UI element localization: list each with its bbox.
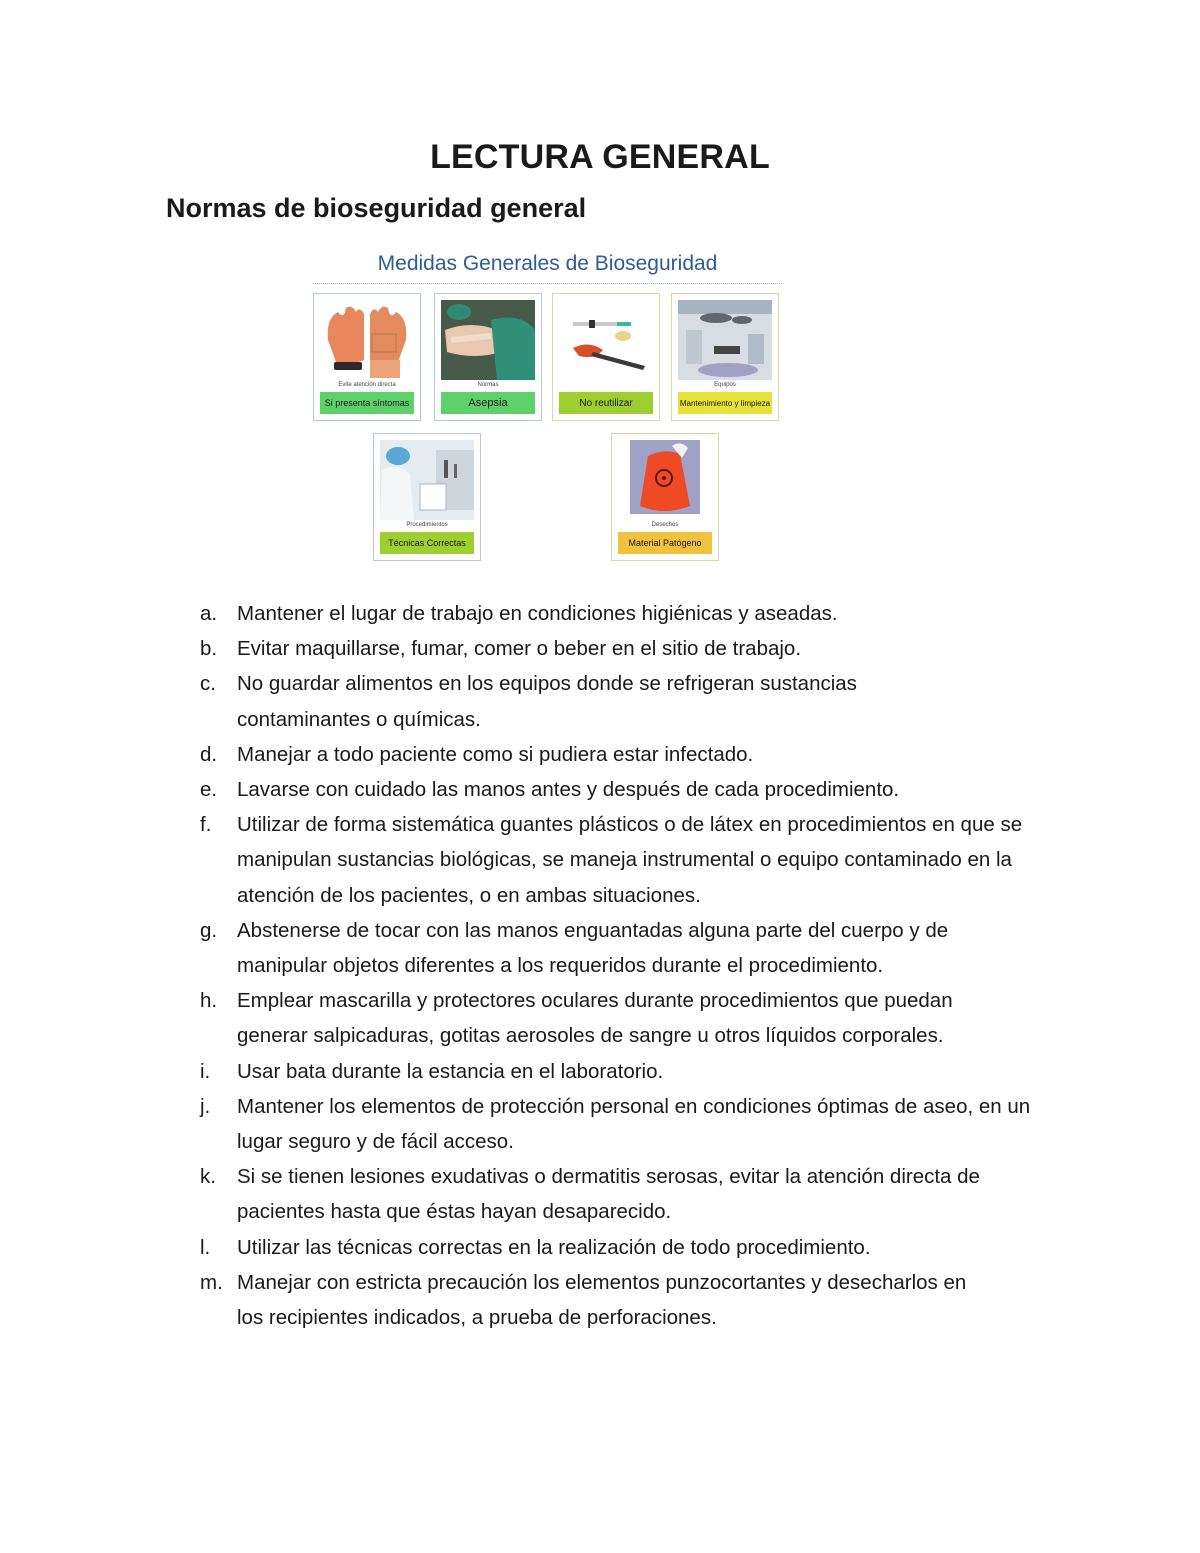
- page-title: LECTURA GENERAL: [430, 138, 770, 176]
- surgeons-image-icon: [441, 300, 535, 380]
- list-item-text: Si se tienen lesiones exudativas o dermatitis serosas, evitar la atención directa de pacientes hasta que éstas hayan desaparecido.: [237, 1165, 980, 1224]
- card-label: Técnicas Correctas: [380, 532, 474, 554]
- list-marker: e.: [200, 778, 218, 802]
- card-caption: Desechos: [651, 522, 679, 528]
- lab-technician-image-icon: [380, 440, 474, 520]
- list-item: [200, 666, 957, 736]
- list-item-text: Lavarse con cuidado las manos antes y después de cada procedimiento.: [237, 778, 900, 802]
- figure-card-lab-technician: [373, 433, 481, 561]
- figure-card-operating-room: [671, 293, 779, 421]
- figure-card-surgeons: [434, 293, 542, 421]
- list-item: [200, 983, 1027, 1053]
- operating-room-image-icon: [678, 300, 772, 380]
- biosafety-figure: [310, 248, 785, 568]
- list-marker: g.: [200, 918, 218, 942]
- list-item-text: Usar bata durante la estancia en el laboratorio.: [237, 1059, 664, 1083]
- figure-card-syringes: [552, 293, 660, 421]
- card-caption: Normas: [477, 382, 499, 388]
- card-label: Si presenta síntomas: [320, 392, 414, 414]
- card-caption: Equipos: [714, 382, 736, 388]
- card-label: No reutilizar: [559, 392, 653, 414]
- list-item: [200, 596, 1060, 631]
- hands-image-icon: [320, 300, 414, 380]
- list-item: [200, 1159, 997, 1229]
- list-marker: b.: [200, 637, 218, 661]
- biosafety-rules-list: [200, 596, 1060, 1335]
- list-item: [200, 631, 1060, 666]
- card-label: Mantenimiento y limpieza: [678, 392, 772, 414]
- list-item: [200, 807, 1037, 913]
- list-marker: f.: [200, 813, 212, 837]
- figure-divider: [313, 283, 782, 284]
- list-item: [200, 737, 1060, 772]
- list-marker: k.: [200, 1165, 216, 1189]
- list-marker: c.: [200, 672, 216, 696]
- figure-card-biohazard-bag: [611, 433, 719, 561]
- list-marker: l.: [200, 1235, 211, 1259]
- list-item-text: No guardar alimentos en los equipos donde se refrigeran sustancias contaminantes o químicas.: [237, 672, 857, 731]
- list-marker: a.: [200, 602, 218, 625]
- list-item: [200, 1054, 1060, 1089]
- list-item-text: Manejar a todo paciente como si pudiera estar infectado.: [237, 742, 754, 766]
- list-item: [200, 1265, 997, 1335]
- card-label: Asepsia: [441, 392, 535, 414]
- list-item-text: Evitar maquillarse, fumar, comer o beber en el sitio de trabajo.: [237, 637, 802, 661]
- list-item: [200, 1089, 1037, 1159]
- list-marker: m.: [200, 1270, 223, 1294]
- card-label: Material Patógeno: [618, 532, 712, 554]
- card-caption: Evite atención directa: [338, 382, 396, 388]
- list-item-text: Utilizar las técnicas correctas en la realización de todo procedimiento.: [237, 1235, 871, 1259]
- card-caption: Procedimientos: [406, 522, 448, 528]
- list-item: [200, 913, 1037, 983]
- biohazard-bag-image-icon: [618, 440, 712, 520]
- list-marker: i.: [200, 1059, 211, 1083]
- list-item-text: Abstenerse de tocar con las manos enguantadas alguna parte del cuerpo y de manipular objetos diferentes a los requeridos durante el procedimiento.: [237, 918, 949, 978]
- syringes-image-icon: [559, 300, 653, 380]
- list-item: [200, 1230, 1060, 1265]
- list-item-text: Emplear mascarilla y protectores oculares durante procedimientos que puedan generar salpicaduras, gotitas aerosoles de sangre u otros líquidos corporales.: [237, 989, 953, 1048]
- list-item-text: Utilizar de forma sistemática guantes plásticos o de látex en procedimientos en que se manipulan sustancias biológicas, se maneja instrumental o equipo contaminado en la atención de los pacientes, o en ambas situaciones.: [237, 813, 1023, 907]
- list-item-text: Mantener el lugar de trabajo en condiciones higiénicas y aseadas.: [237, 602, 838, 625]
- list-marker: h.: [200, 989, 218, 1013]
- figure-card-hands: [313, 293, 421, 421]
- section-title: Normas de bioseguridad general: [166, 193, 587, 223]
- list-marker: j.: [200, 1094, 211, 1118]
- list-marker: d.: [200, 742, 218, 766]
- list-item-text: Mantener los elementos de protección personal en condiciones óptimas de aseo, en un lugar seguro y de fácil acceso.: [237, 1094, 1031, 1154]
- figure-title: Medidas Generales de Bioseguridad: [377, 252, 718, 275]
- list-item-text: Manejar con estricta precaución los elementos punzocortantes y desecharlos en los recipientes indicados, a prueba de perforaciones.: [237, 1270, 967, 1330]
- list-item: [200, 772, 1060, 807]
